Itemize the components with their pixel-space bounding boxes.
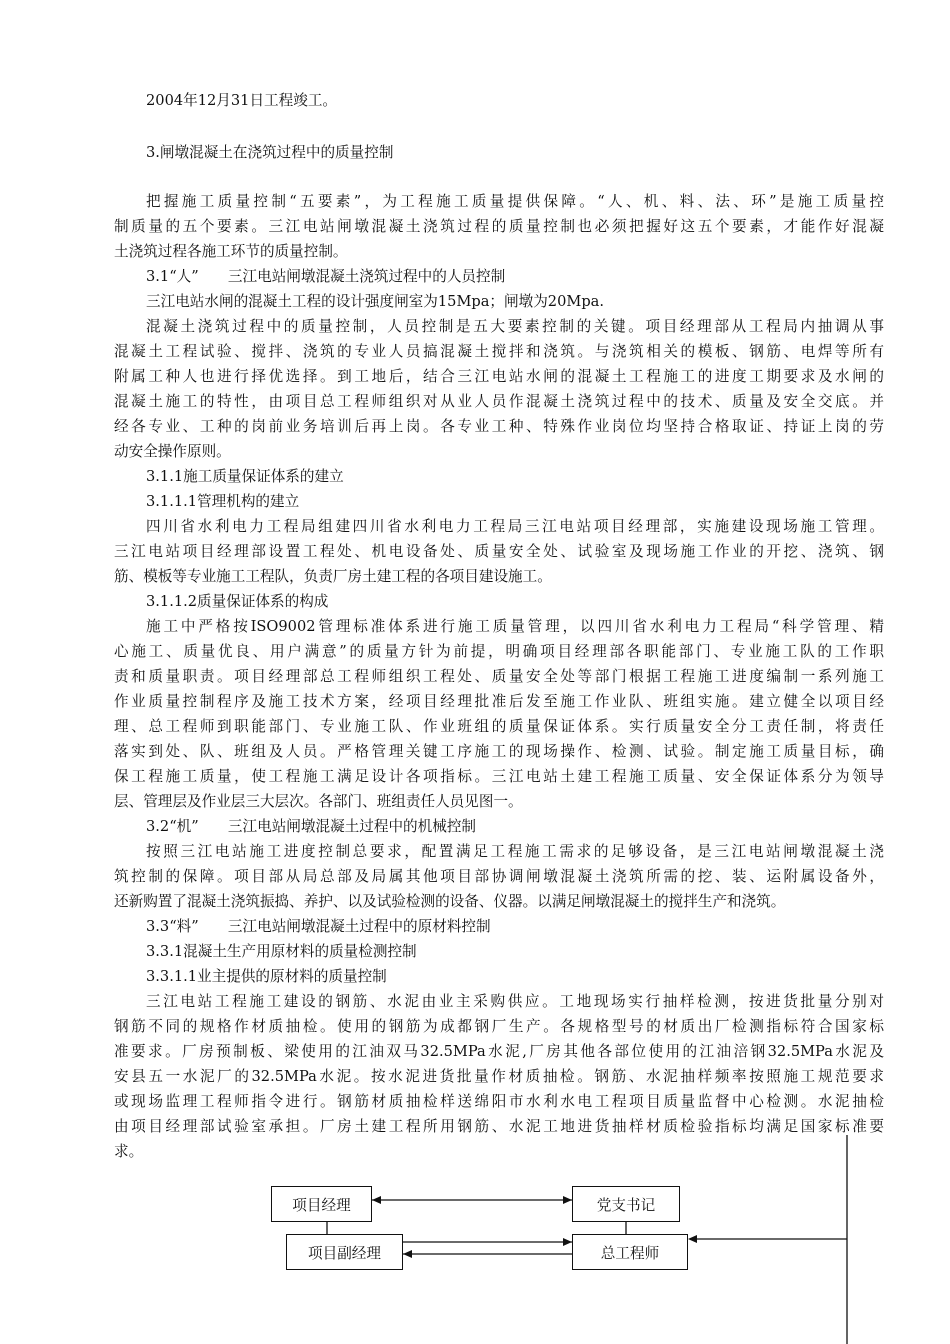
org-label-party-secretary: 党支书记 (596, 1196, 656, 1214)
text-line: 混凝土浇筑过程中的质量控制，人员控制是五大要素控制的关键。项目经理部从工程局内抽调从事 (146, 318, 884, 335)
org-label-chief-engineer: 总工程师 (600, 1244, 660, 1262)
org-box-deputy-manager (286, 1234, 403, 1270)
text-line: 3.3.1.1业主提供的原材料的质量控制 (146, 968, 387, 985)
text-line: 三江电站水闸的混凝土工程的设计强度闸室为15Mpa；闸墩为20Mpa. (146, 293, 605, 310)
text-line: 按照三江电站施工进度控制总要求，配置满足工程施工需求的足够设备，是三江电站闸墩混凝土浇 (146, 843, 884, 860)
org-box-party-secretary (572, 1186, 680, 1222)
text-line: 三江电站项目经理部设置工程处、机电设备处、质量安全处、试验室及现场施工作业的开挖、浇筑、钢 (114, 543, 884, 560)
text-line: 3.1.1.1管理机构的建立 (146, 493, 300, 510)
text-line: 混凝土工程试验、搅拌、浇筑的专业人员搞混凝土搅拌和浇筑。与浇筑相关的模板、钢筋、电焊等所有 (114, 343, 884, 360)
org-box-project-manager (271, 1186, 372, 1222)
text-line: 或现场监理工程师指令进行。钢筋材质抽检样送绵阳市水利水电工程项目质量监督中心检测。水泥抽检 (114, 1093, 884, 1110)
text-line: 由项目经理部试验室承担。厂房土建工程所用钢筋、水泥工地进货抽样材质检验指标均满足国家标准要 (114, 1118, 884, 1135)
text-line: 心施工、质量优良、用户满意”的质量方针为前提，明确项目经理部各职能部门、专业施工队的工作职 (114, 643, 884, 660)
text-line: 责和质量职责。项目经理部总工程师组织工程处、质量安全处等部门根据工程施工进度编制一系列施工 (114, 668, 884, 685)
org-label-deputy-manager: 项目副经理 (308, 1244, 381, 1262)
text-line: 3.1.1施工质量保证体系的建立 (146, 468, 344, 485)
text-line: 制质量的五个要素。三江电站闸墩混凝土浇筑过程的质量控制也必须把握好这五个要素，才能作好混凝 (114, 218, 884, 235)
text-line: 2004年12月31日工程竣工。 (146, 92, 338, 109)
text-line: 安县五一水泥厂的32.5MPa水泥。按水泥进货批量作材质抽检。钢筋、水泥抽样频率按照施工规范要求 (114, 1068, 884, 1085)
text-line: 层、管理层及作业层三大层次。各部门、班组责任人员见图一。 (114, 793, 523, 810)
text-line: 3.2“机” 三江电站闸墩混凝土过程中的机械控制 (146, 818, 477, 835)
text-line: 3.1“人” 三江电站闸墩混凝土浇筑过程中的人员控制 (146, 268, 506, 285)
text-line: 钢筋不同的规格作材质抽检。使用的钢筋为成都钢厂生产。各规格型号的材质出厂检测指标符合国家标 (114, 1018, 884, 1035)
text-line: 落实到处、队、班组及人员。严格管理关键工序施工的现场操作、检测、试验。制定施工质量目标，确 (114, 743, 884, 760)
text-line: 3.闸墩混凝土在浇筑过程中的质量控制 (146, 144, 394, 161)
text-line: 求。 (114, 1143, 144, 1160)
text-line: 准要求。厂房预制板、梁使用的江油双马32.5MPa水泥,厂房其他各部位使用的江油涪钢32.5MPa水泥及 (114, 1043, 884, 1060)
text-line: 筑控制的保障。项目部从局总部及局属其他项目部协调闸墩混凝土浇筑所需的挖、装、运附属设备外， (114, 868, 884, 885)
text-line: 3.3.1混凝土生产用原材料的质量检测控制 (146, 943, 417, 960)
text-line: 经各专业、工种的岗前业务培训后再上岗。各专业工种、特殊作业岗位均坚持合格取证、持证上岗的劳 (114, 418, 884, 435)
text-line: 3.1.1.2质量保证体系的构成 (146, 593, 329, 610)
text-line: 四川省水利电力工程局组建四川省水利电力工程局三江电站项目经理部，实施建设现场施工管理。 (146, 518, 884, 535)
text-line: 理、总工程师到职能部门、专业施工队、作业班组的质量保证体系。实行质量安全分工责任制，将责任 (114, 718, 884, 735)
text-line: 作业质量控制程序及施工技术方案，经项目经理批准后发至施工作业队、班组实施。建立健全以项目经 (114, 693, 884, 710)
text-line: 保工程施工质量，使工程施工满足设计各项指标。三江电站土建工程施工质量、安全保证体系分为领导 (114, 768, 884, 785)
text-line: 还新购置了混凝土浇筑振捣、养护、以及试验检测的设备、仪器。以满足闸墩混凝土的搅拌生产和浇筑。 (114, 893, 786, 910)
text-line: 土浇筑过程各施工环节的质量控制。 (114, 243, 348, 260)
text-line: 混凝土施工的特性，由项目总工程师组织对从业人员作混凝土浇筑过程中的技术、质量及安全交底。并 (114, 393, 884, 410)
org-label-project-manager: 项目经理 (292, 1196, 351, 1214)
text-line: 3.3“料” 三江电站闸墩混凝土过程中的原材料控制 (146, 918, 491, 935)
text-line: 施工中严格按ISO9002管理标准体系进行施工质量管理，以四川省水利电力工程局“科学管理、精 (146, 618, 884, 635)
text-line: 动安全操作原则。 (114, 443, 231, 460)
text-line: 把握施工质量控制“五要素”，为工程施工质量提供保障。“人、机、料、法、环”是施工质量控 (146, 193, 884, 210)
text-line: 附属工种人也进行择优选择。到工地后，结合三江电站水闸的混凝土工程施工的进度工期要求及水闸的 (114, 368, 884, 385)
org-box-chief-engineer (572, 1234, 688, 1270)
text-line: 三江电站工程施工建设的钢筋、水泥由业主采购供应。工地现场实行抽样检测，按进货批量分别对 (146, 993, 884, 1010)
text-line: 筋、模板等专业施工工程队，负责厂房土建工程的各项目建设施工。 (114, 568, 552, 585)
